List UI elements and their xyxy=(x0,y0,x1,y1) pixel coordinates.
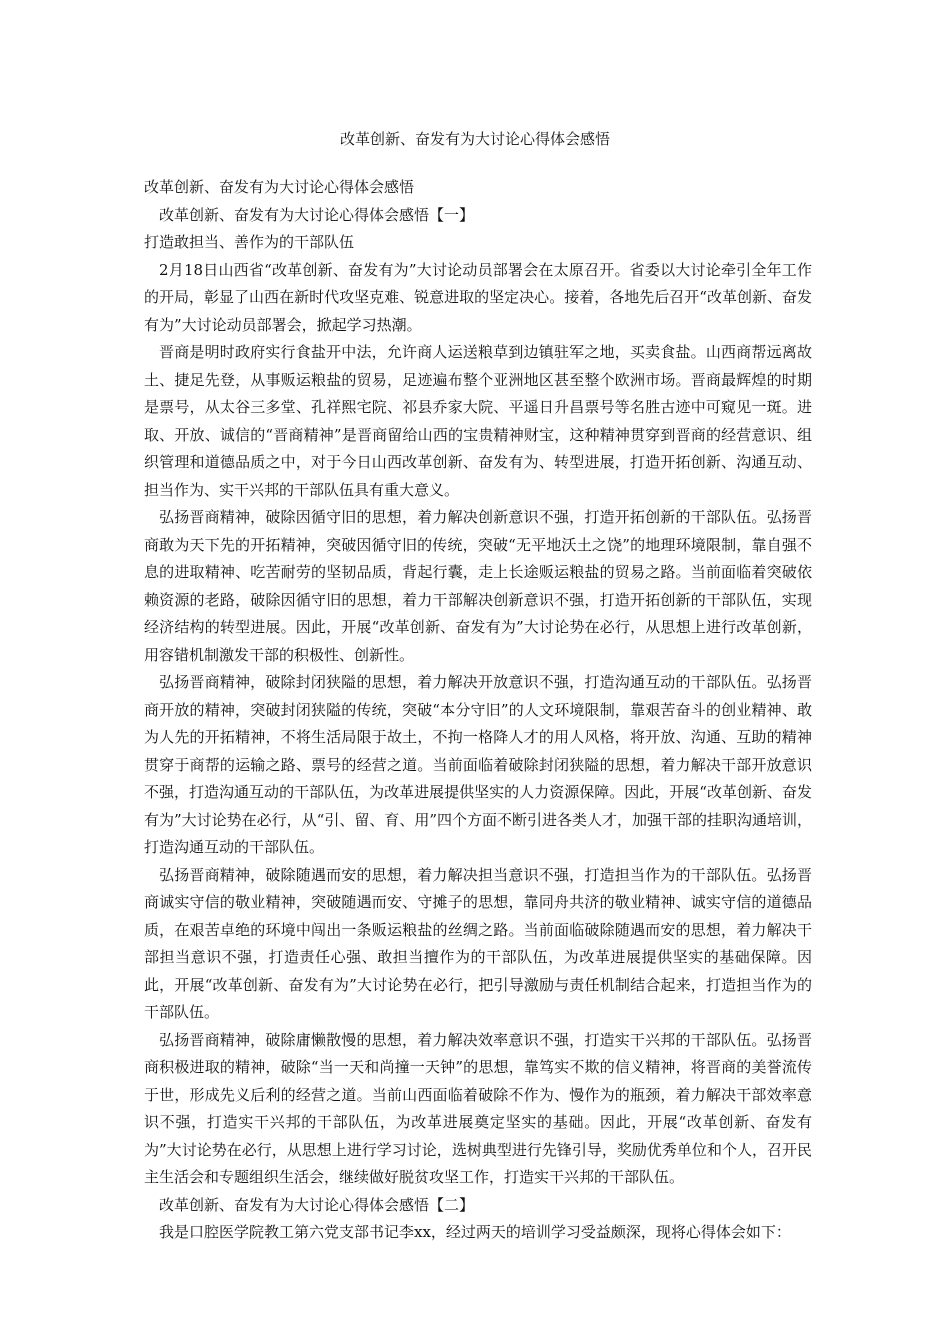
body-paragraph: 2月18日山西省“改革创新、奋发有为”大讨论动员部署会在太原召开。省委以大讨论牵引全年工作的开局，彰显了山西在新时代攻坚克难、锐意进取的坚定决心。接着，各地先后召开“改革创新、奋发有为”大讨论动员部署会，掀起学习热潮。 xyxy=(144,260,812,334)
body-paragraph: 我是口腔医学院教工第六党支部书记李xx，经过两天的培训学习受益颇深，现将心得体会如下： xyxy=(159,1223,791,1241)
subsection-heading: 改革创新、奋发有为大讨论心得体会感悟【一】 xyxy=(159,205,475,224)
body-paragraph: 弘扬晋商精神，破除庸懒散慢的思想，着力解决效率意识不强，打造实干兴邦的干部队伍。弘扬晋商积极进取的精神，破除“当一天和尚撞一天钟”的思想，靠笃实不欺的信义精神，将晋商的美誉流传于世，形成先义后利的经营之道。当前山西面临着破除不作为、慢作为的瓶颈，着力解决干部效率意识不强，打造实干兴邦的干部队伍，为改革进展奠定坚实的基础。因此，开展“改革创新、奋发有为”大讨论势在必行，从思想上进行学习讨论，选树典型进行先锋引导，奖励优秀单位和个人，召开民主生活会和专题组织生活会，继续做好脱贫攻坚工作，打造实干兴邦的干部队伍。 xyxy=(144,1030,812,1186)
body-paragraph: 弘扬晋商精神，破除随遇而安的思想，着力解决担当意识不强，打造担当作为的干部队伍。弘扬晋商诚实守信的敬业精神，突破随遇而安、守摊子的思想，靠同舟共济的敬业精神、诚实守信的道德品质，在艰苦卓绝的环境中闯出一条贩运粮盐的丝绸之路。当前面临破除随遇而安的思想，着力解决干部担当意识不强，打造责任心强、敢担当擅作为的干部队伍，为改革进展提供坚实的基础保障。因此，开展“改革创新、奋发有为”大讨论势在必行，把引导激励与责任机制结合起来，打造担当作为的干部队伍。 xyxy=(144,865,812,1021)
document-body xyxy=(144,174,812,1247)
body-paragraph: 晋商是明时政府实行食盐开中法，允许商人运送粮草到边镇驻军之地，买卖食盐。山西商帮远离故土、捷足先登，从事贩运粮盐的贸易，足迹遍布整个亚洲地区甚至整个欧洲市场。晋商最辉煌的时期是票号，从太谷三多堂、孔祥熙宅院、祁县乔家大院、平遥日升昌票号等名胜古迹中可窥见一斑。进取、开放、诚信的“晋商精神”是晋商留给山西的宝贵精神财宝，这种精神贯穿到晋商的经营意识、组织管理和道德品质之中，对于今日山西改革创新、奋发有为、转型进展，打造开拓创新、沟通互动、担当作为、实干兴邦的干部队伍具有重大意义。 xyxy=(144,343,812,499)
document-title: 改革创新、奋发有为大讨论心得体会感悟 xyxy=(339,130,610,148)
body-paragraph: 弘扬晋商精神，破除因循守旧的思想，着力解决创新意识不强，打造开拓创新的干部队伍。弘扬晋商敢为天下先的开拓精神，突破因循守旧的传统，突破“无平地沃土之饶”的地理环境限制，靠自强不息的进取精神、吃苦耐劳的坚韧品质，背起行囊，走上长途贩运粮盐的贸易之路。当前面临着突破依赖资源的老路，破除因循守旧的思想，着力干部解决创新意识不强，打造开拓创新的干部队伍，实现经济结构的转型进展。因此，开展“改革创新、奋发有为”大讨论势在必行，从思想上进行改革创新，用容错机制激发干部的积极性、创新性。 xyxy=(144,508,812,664)
body-paragraph: 弘扬晋商精神，破除封闭狭隘的思想，着力解决开放意识不强，打造沟通互动的干部队伍。弘扬晋商开放的精神，突破封闭狭隘的传统，突破“本分守旧”的人文环境限制，靠艰苦奋斗的创业精神、敢为人先的开拓精神，不将生活局限于故土，不拘一格降人才的用人风格，将开放、沟通、互助的精神贯穿于商帮的运输之路、票号的经营之道。当前面临着破除封闭狭隘的思想，着力解决干部开放意识不强，打造沟通互动的干部队伍，为改革进展提供坚实的人力资源保障。因此，开展“改革创新、奋发有为”大讨论势在必行，从“引、留、育、用”四个方面不断引进各类人才，加强干部的挂职沟通培训，打造沟通互动的干部队伍。 xyxy=(144,673,813,856)
section-heading: 改革创新、奋发有为大讨论心得体会感悟 xyxy=(144,178,415,196)
subsection-heading: 改革创新、奋发有为大讨论心得体会感悟【二】 xyxy=(159,1195,475,1214)
subtitle: 打造敢担当、善作为的干部队伍 xyxy=(144,233,355,251)
